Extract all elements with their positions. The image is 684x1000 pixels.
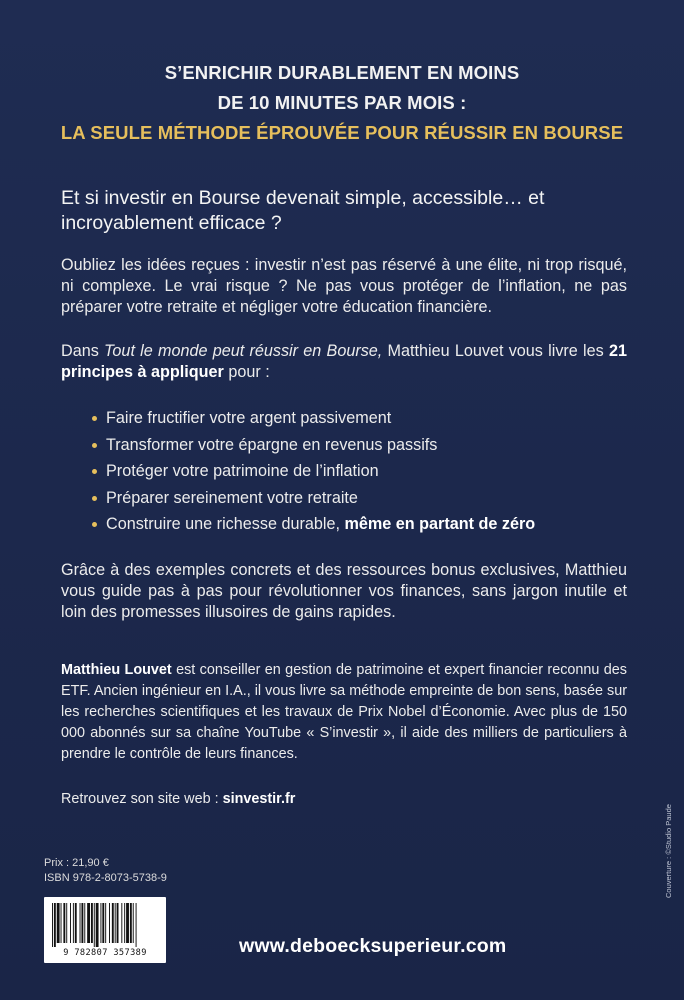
bullet-dot-icon bbox=[92, 469, 97, 474]
barcode bbox=[44, 897, 166, 963]
isbn-label: ISBN 978-2-8073-5738-9 bbox=[44, 872, 167, 884]
principles-highlight: 21 principes à appliquer bbox=[61, 342, 627, 381]
cover-credit: Couverture : ©Studio Paude bbox=[664, 804, 673, 898]
price-isbn-block bbox=[44, 856, 167, 886]
headline-line-3: LA SEULE MÉTHODE ÉPROUVÉE POUR RÉUSSIR EN BOURSE bbox=[60, 122, 624, 143]
bullet-dot-icon bbox=[92, 416, 97, 421]
list-item-text: Protéger votre patrimoine de l’inflation bbox=[106, 462, 379, 480]
benefits-list bbox=[92, 405, 632, 538]
book-intro-suffix: pour : bbox=[223, 363, 270, 381]
list-item-text: Faire fructifier votre argent passivement bbox=[106, 409, 392, 427]
barcode-number: 9 782807 357389 bbox=[63, 948, 147, 958]
paragraph-myths: Oubliez les idées reçues : investir n’est pas réservé à une élite, ni trop risqué, ni complexe. Le vrai risque ? Ne pas vous protéger de l’inflation, ne pas préparer votre retraite et négliger votre éducation financière. bbox=[61, 256, 627, 316]
paragraph-book-intro bbox=[61, 341, 627, 383]
author-bio-text: est conseiller en gestion de patrimoine et expert financier reconnu des ETF. Ancien ingénieur en I.A., il vous livre sa méthode empreinte de bon sens, basée sur les recherches scientifiques et les travaux de Prix Nobel d’Économie. Avec plus de 150 000 abonnés sur sa chaîne YouTube « S’investir », il aide des milliers de particuliers à prendre le contrôle de leurs finances. bbox=[61, 662, 627, 762]
paragraph-guide: Grâce à des exemples concrets et des ressources bonus exclusives, Matthieu vous guide pas à pas pour révolutionner vos finances, sans jargon inutile et loin des promesses illusoires de gains rapides. bbox=[61, 561, 627, 621]
intro-question: Et si investir en Bourse devenait simple, accessible… et incroyablement efficace ? bbox=[61, 187, 545, 234]
website-label: Retrouvez son site web : bbox=[61, 791, 223, 807]
list-item-text: Construire une richesse durable, bbox=[106, 515, 345, 533]
bullet-dot-icon bbox=[92, 522, 97, 527]
publisher-website[interactable]: www.deboecksuperieur.com bbox=[239, 935, 507, 957]
website-line bbox=[61, 791, 295, 807]
website-link[interactable]: sinvestir.fr bbox=[222, 791, 296, 807]
list-item bbox=[92, 458, 632, 485]
list-item-text: Préparer sereinement votre retraite bbox=[106, 488, 358, 507]
headline bbox=[40, 58, 644, 148]
barcode-bars-icon bbox=[50, 903, 160, 947]
price-label: Prix : 21,90 € bbox=[44, 857, 109, 869]
headline-line-1: S’ENRICHIR DURABLEMENT EN MOINS bbox=[164, 62, 520, 83]
bullet-dot-icon bbox=[92, 443, 97, 448]
list-item-bold: même en partant de zéro bbox=[344, 515, 536, 533]
book-intro-middle: Matthieu Louvet vous livre les bbox=[382, 342, 609, 360]
list-item bbox=[92, 511, 632, 538]
headline-line-2: DE 10 MINUTES PAR MOIS : bbox=[217, 92, 467, 113]
list-item bbox=[92, 485, 632, 512]
list-item-text: Transformer votre épargne en revenus passifs bbox=[106, 435, 438, 454]
list-item bbox=[92, 405, 632, 432]
book-title: Tout le monde peut réussir en Bourse, bbox=[104, 342, 383, 360]
author-name: Matthieu Louvet bbox=[61, 662, 172, 678]
paragraph-author-bio bbox=[61, 660, 627, 765]
book-intro-prefix: Dans bbox=[61, 342, 105, 360]
bullet-dot-icon bbox=[92, 496, 97, 501]
list-item bbox=[92, 432, 632, 459]
